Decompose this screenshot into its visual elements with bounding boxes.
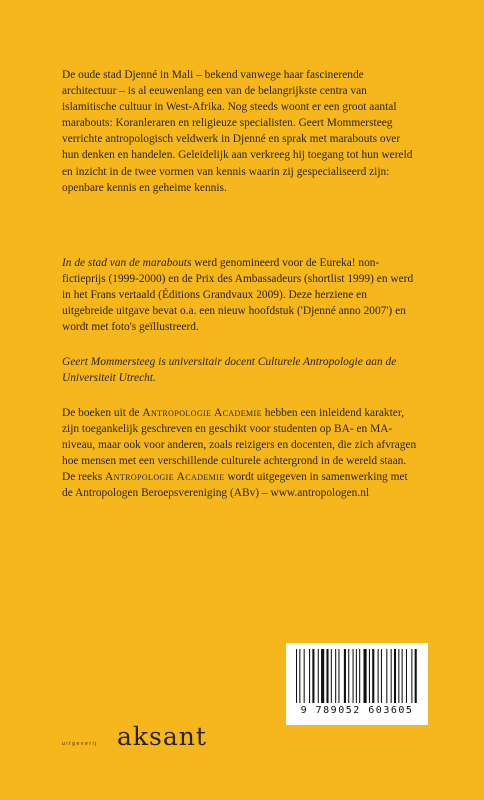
series-name-repeat: Antropologie Academie — [105, 471, 225, 484]
barcode-bar — [348, 649, 349, 703]
barcode-bar — [304, 649, 305, 703]
series-text-c: wordt uitgegeven in samenwerking met de Antropologen Beroepsvereniging (ABv) – www.antropologen.nl — [62, 471, 408, 500]
author-bio: Geert Mommersteeg is universitair docent Culturele Antropologie aan de Universiteit Utrecht. — [62, 356, 397, 385]
series-text-a: De boeken uit de — [62, 407, 143, 419]
isbn-number: 9 789052 603605 — [300, 705, 414, 716]
barcode-bar — [318, 649, 319, 703]
barcode-bar — [344, 649, 346, 703]
barcode-bar — [378, 649, 379, 703]
barcode-bar — [386, 649, 387, 703]
barcode-bar — [415, 649, 417, 703]
barcode-bar — [296, 649, 297, 703]
barcode-bar — [353, 649, 354, 703]
book-title: In de stad van de marabouts — [62, 257, 192, 269]
barcode-bar — [369, 649, 370, 703]
barcode-bar — [394, 649, 396, 703]
barcode-bar — [356, 649, 357, 703]
isbn-barcode — [286, 643, 428, 725]
series-name: Antropologie Academie — [142, 407, 262, 419]
blurb-paragraph-intro: De oude stad Djenné in Mali – bekend vanwege haar fascinerende architectuur – is al eeuwenlang een van de belangrijkste centra van islamitische cultuur in West-Afrika. Nog steeds woont er een groot aantal marabouts: Koranleraren en religieuze specialisten. Geert Mommersteeg verrichte antropologisch veldwerk in Djenné en sprak met marabouts over hun denken en handelen. Geleidelijk aan verkreeg hij toegang tot hun wereld en inzicht in de twee vormen van kennis waarin zij gespecialiseerd zijn: openbare kennis en geheime kennis. — [62, 69, 413, 194]
publisher-logo — [62, 722, 222, 752]
barcode-bar — [364, 649, 367, 703]
barcode-bar — [326, 649, 328, 703]
publisher-name: aksant — [117, 722, 207, 751]
awards-text: werd genomineerd voor de Eureka! non-fictieprijs (1999-2000) en de Prix des Ambassadeurs (shortlist 1999) en werd in het Frans vertaald (Éditions Grandvaux 2009). Deze herziene en uitgebreide uitgave bevat o.a. een nieuw hoofdstuk ('Djenné anno 2007') en wordt met foto's geïllustreerd. — [62, 257, 414, 334]
barcode-bar — [309, 649, 310, 703]
barcode-bar — [335, 649, 336, 703]
publisher-prefix: uitgeverij — [62, 741, 99, 747]
barcode-bar — [321, 649, 324, 703]
barcode-bar — [391, 649, 392, 703]
barcode-bar — [406, 649, 407, 703]
barcode-bar — [331, 649, 332, 703]
series-text-b: hebben een inleidend karakter, zijn toegankelijk geschreven en geschikt voor studenten op BA- en MA-niveau, maar ook voor anderen, zoals reizigers en docenten, die zich afvragen hoe mensen met een verschillende culturele achtergrond in de wereld staan. De reeks — [62, 407, 417, 484]
barcode-bar — [402, 649, 403, 703]
barcode-bar — [359, 649, 360, 703]
blurb-paragraph-awards — [62, 255, 418, 335]
barcode-bar — [372, 649, 374, 703]
barcode-bar — [398, 649, 399, 703]
barcode-bars — [292, 649, 422, 705]
barcode-bar — [381, 649, 382, 703]
barcode-bar — [312, 649, 314, 703]
barcode-bar — [338, 649, 339, 703]
barcode-bar — [299, 649, 300, 703]
barcode-bar — [411, 649, 412, 703]
series-description — [62, 405, 418, 502]
